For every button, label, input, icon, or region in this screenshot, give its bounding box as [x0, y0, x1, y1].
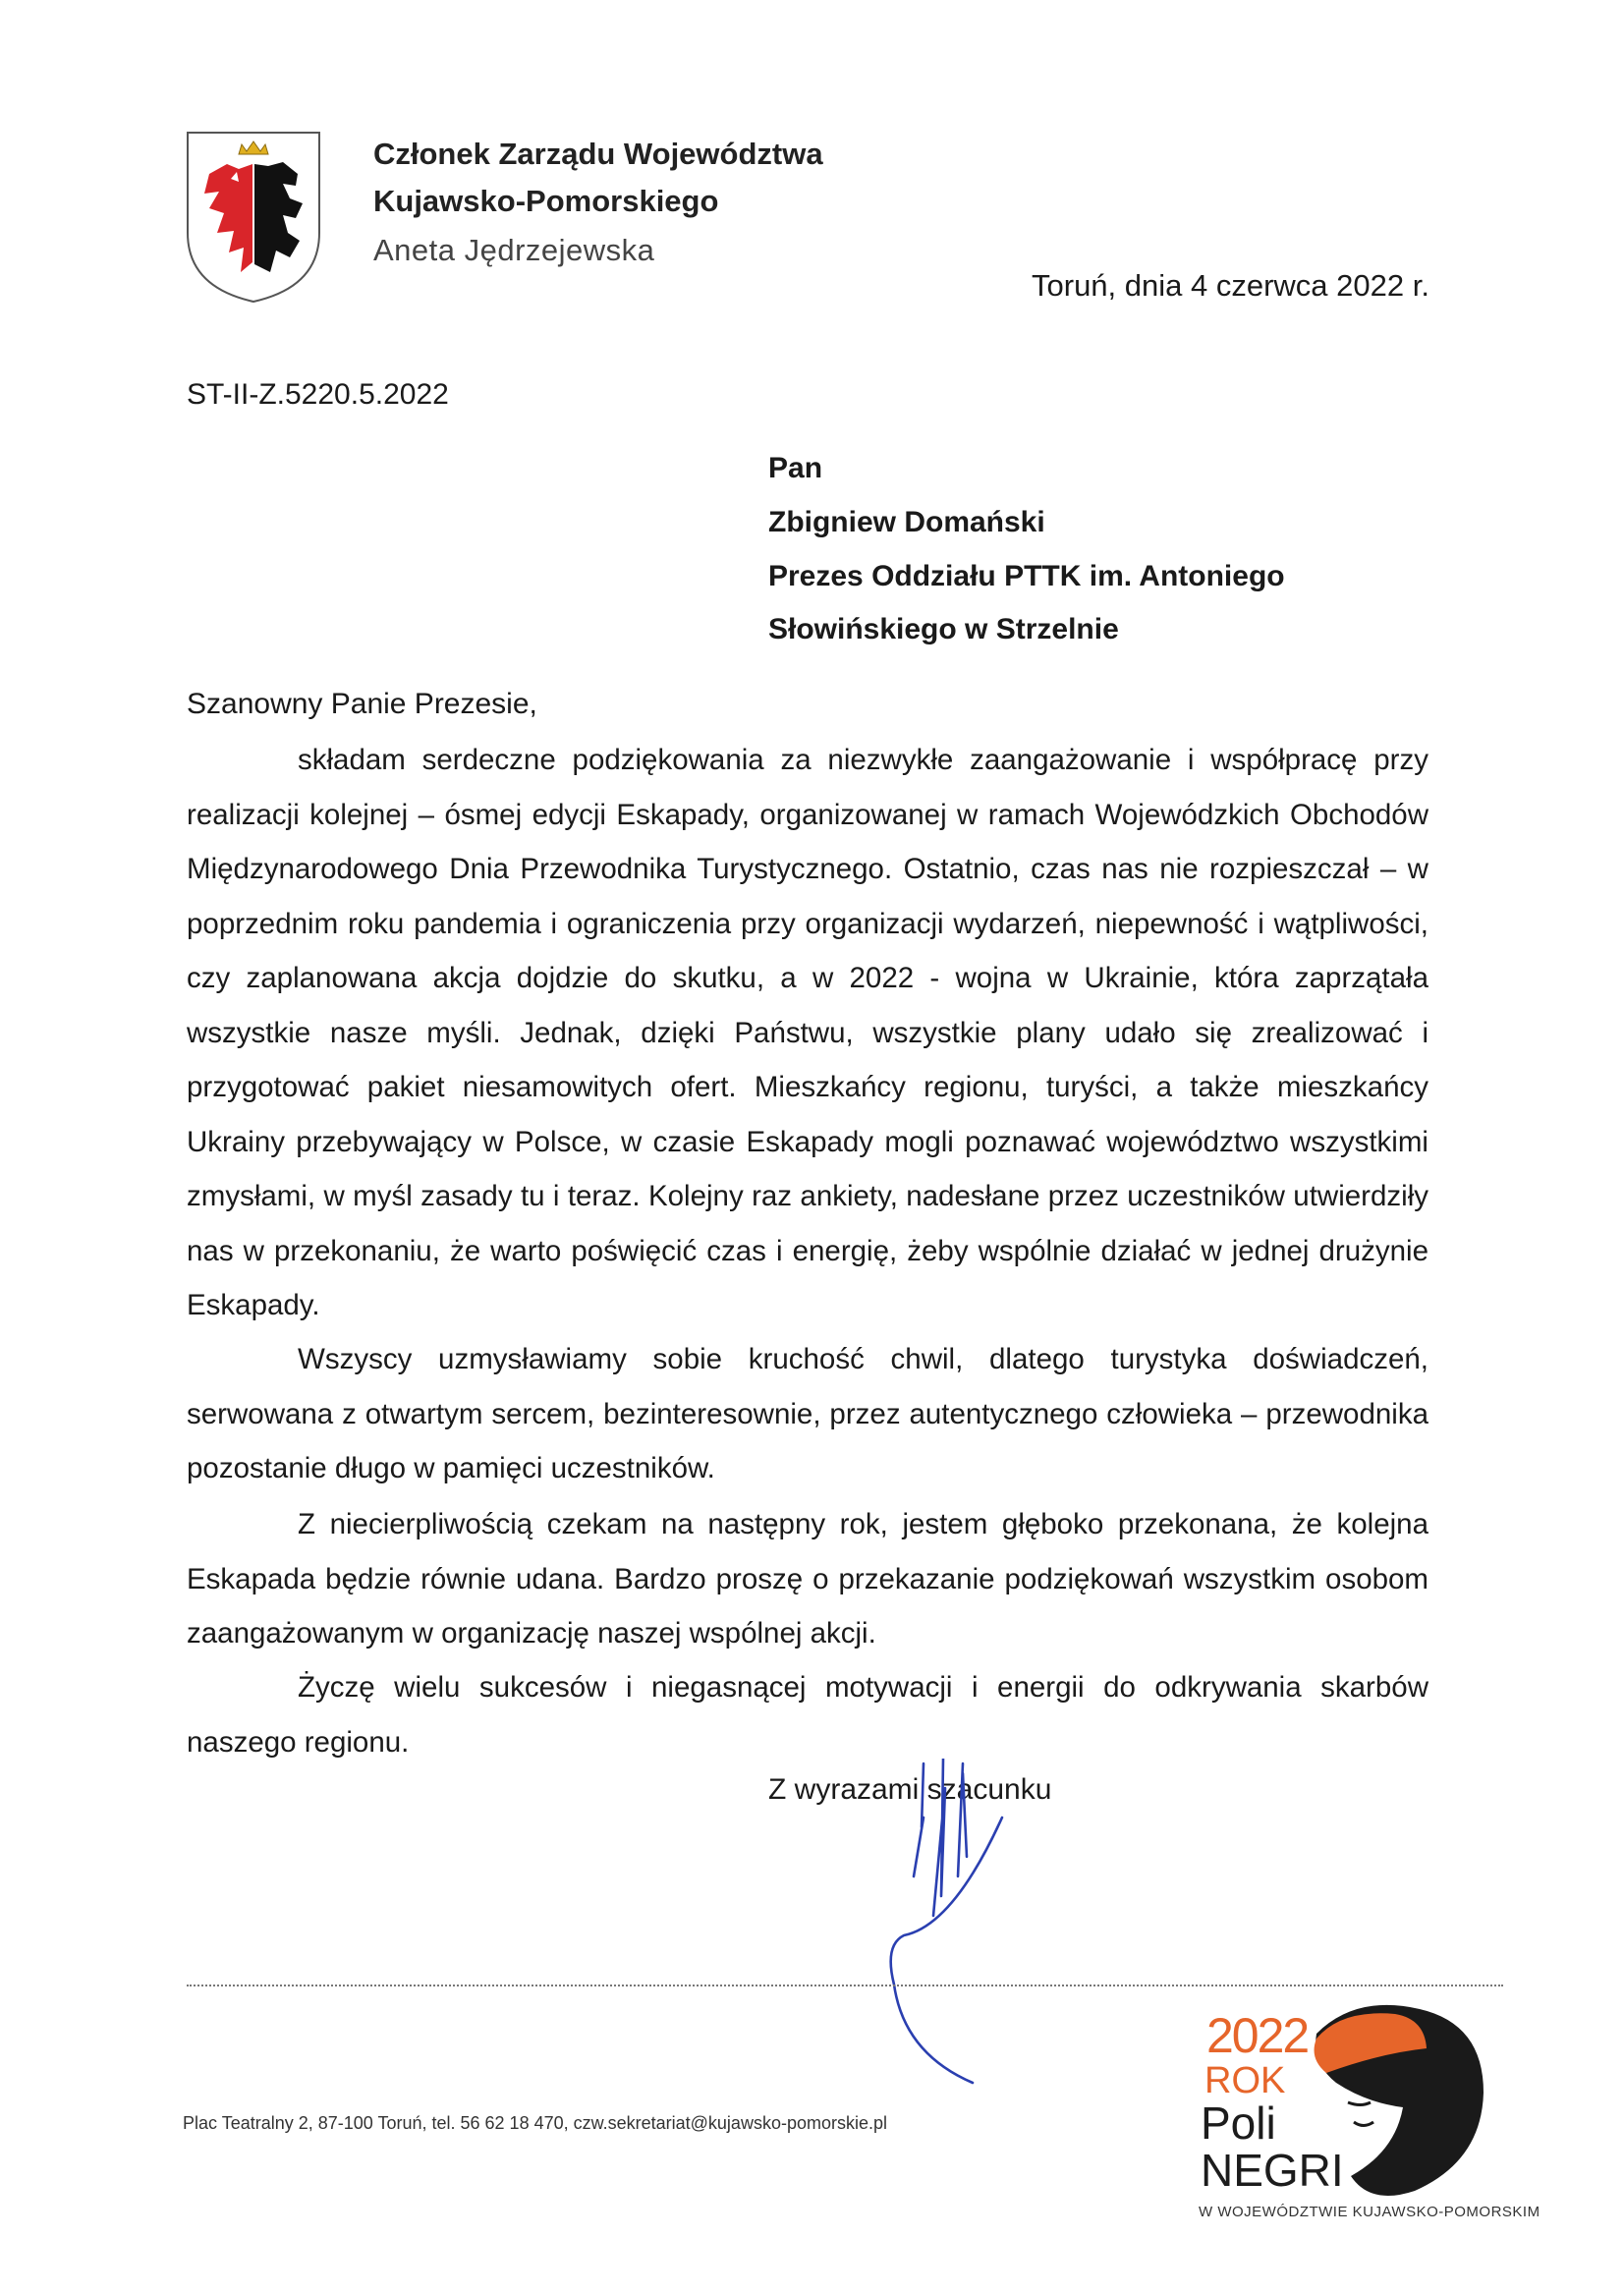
addressee-line: Pan	[768, 452, 823, 484]
footer-divider	[187, 1985, 1503, 1986]
body-paragraph: Życzę wielu sukcesów i niegasnącej motywacji i energii do odkrywania skarbów naszego regionu.	[187, 1671, 1428, 1759]
body-paragraph: Wszyscy uzmysławiamy sobie kruchość chwil, dlatego turystyka doświadczeń, serwowana z otwartym sercem, bezinteresownie, przez autentycznego człowieka – przewodnika pozostanie długo w pamięci uczestników.	[187, 1343, 1428, 1484]
letter-date: Toruń, dnia 4 czerwca 2022 r.	[1032, 268, 1429, 303]
salutation: Szanowny Panie Prezesie,	[187, 688, 537, 720]
closing-formula: Z wyrazami szacunku	[768, 1773, 1052, 1806]
office-region: Kujawsko-Pomorskiego	[373, 184, 719, 218]
signature-icon	[865, 1759, 1041, 2093]
body-paragraph: Z niecierpliwością czekam na następny rok, jestem głęboko przekonana, że kolejna Eskapada będzie równie udana. Bardzo proszę o przekazanie podziękowań wszystkim osobom zaangażowanym w organizację naszej wspólnej akcji.	[187, 1508, 1428, 1650]
office-title: Członek Zarządu Województwa	[373, 137, 823, 171]
addressee-line: Słowińskiego w Strzelnie	[768, 613, 1119, 645]
official-name: Aneta Jędrzejewska	[373, 233, 655, 267]
body-paragraph: składam serdeczne podziękowania za niezwykłe zaangażowanie i współpracę przy realizacji kolejnej – ósmej edycji Eskapady, organizowanej w ramach Wojewódzkich Obchodów Międzynarodowego Dnia Przewodnika Turystycznego. Ostatnio, czas nas nie rozpieszczał – w poprzednim roku pandemia i ograniczenia przy organizacji wydarzeń, niepewność i wątpliwości, czy zaplanowana akcja dojdzie do skutku, a w 2022 - wojna w Ukrainie, która zaprzątała wszystkie nasze myśli. Jednak, dzięki Państwu, wszystkie plany udało się zrealizować i przygotować pakiet niesamowitych ofert. Mieszkańcy regionu, turyści, a także mieszkańcy Ukrainy przebywający w Polsce, w czasie Eskapady mogli poznawać województwo wszystkimi zmysłami, w myśl zasady tu i teraz. Kolejny raz ankiety, nadesłane przez uczestników utwierdziły nas w przekonaniu, że warto poświęcić czas i energię, żeby wspólnie działać w jednej drużynie Eskapady.	[187, 744, 1428, 1321]
logo-year: 2022	[1206, 2008, 1309, 2063]
logo-subtitle: W WOJEWÓDZTWIE KUJAWSKO-POMORSKIM	[1199, 2204, 1540, 2220]
coat-of-arms-icon	[180, 125, 327, 307]
addressee-line: Zbigniew Domański	[768, 506, 1045, 538]
reference-number: ST-II-Z.5220.5.2022	[187, 378, 449, 411]
logo-rok: ROK	[1204, 2060, 1286, 2101]
logo-negri: NEGRI	[1201, 2145, 1344, 2196]
addressee-line: Prezes Oddziału PTTK im. Antoniego	[768, 560, 1285, 592]
logo-poli: Poli	[1201, 2097, 1276, 2149]
footer-contact: Plac Teatralny 2, 87-100 Toruń, tel. 56 62 18 470, czw.sekretariat@kujawsko-pomorskie.pl	[183, 2113, 887, 2133]
